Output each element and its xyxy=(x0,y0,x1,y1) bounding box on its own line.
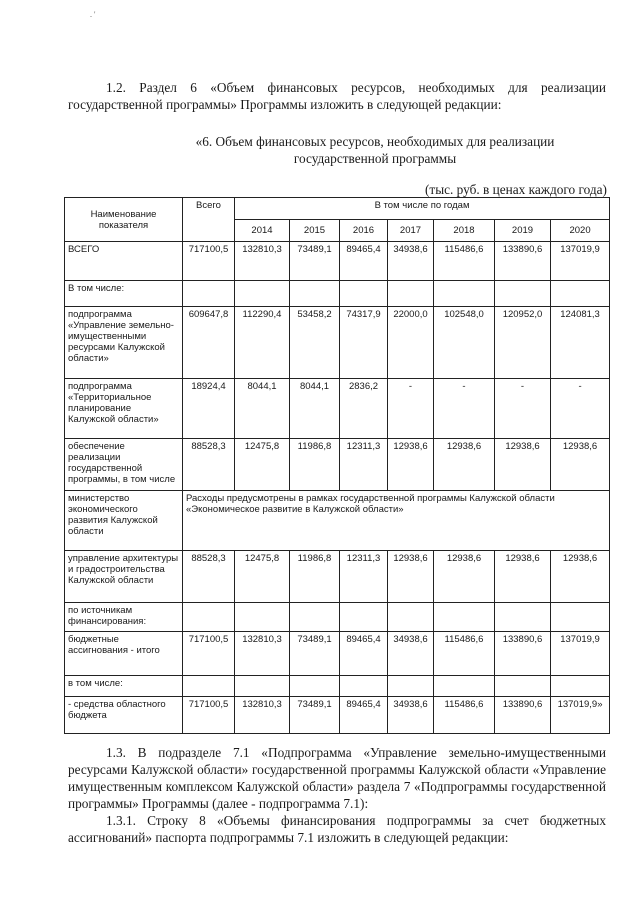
row-year-value: 132810,3 xyxy=(235,242,290,281)
section-heading xyxy=(130,133,620,167)
heading-line-2: государственной программы xyxy=(293,151,457,166)
row-year-value xyxy=(495,676,551,697)
table-row xyxy=(65,242,610,281)
row-year-value: 102548,0 xyxy=(434,307,495,379)
row-year-value xyxy=(290,676,340,697)
row-year-value: 73489,1 xyxy=(290,697,340,734)
row-year-value xyxy=(290,603,340,632)
row-year-value: 133890,6 xyxy=(495,632,551,676)
row-label: бюджетные ассигнования - итого xyxy=(65,632,183,676)
row-year-value: 11986,8 xyxy=(290,439,340,491)
row-year-value: - xyxy=(495,379,551,439)
row-year-value: - xyxy=(388,379,434,439)
row-year-value xyxy=(235,281,290,307)
row-year-value: 22000,0 xyxy=(388,307,434,379)
row-label: министерство экономического развития Калужской области xyxy=(65,491,183,551)
heading-line-1: «6. Объем финансовых ресурсов, необходимых для реализации xyxy=(195,134,555,149)
row-year-value xyxy=(340,603,388,632)
row-year-value: 137019,9» xyxy=(551,697,610,734)
row-total xyxy=(183,281,235,307)
header-year: 2017 xyxy=(388,220,434,242)
row-year-value: 2836,2 xyxy=(340,379,388,439)
row-total xyxy=(183,603,235,632)
row-year-value: 12938,6 xyxy=(495,439,551,491)
row-year-value: 12938,6 xyxy=(434,439,495,491)
row-year-value: 133890,6 xyxy=(495,697,551,734)
row-year-value: 89465,4 xyxy=(340,697,388,734)
row-year-value xyxy=(434,281,495,307)
row-year-value: 115486,6 xyxy=(434,697,495,734)
header-year: 2018 xyxy=(434,220,495,242)
row-year-value: 73489,1 xyxy=(290,632,340,676)
row-label: по источникам финансирования: xyxy=(65,603,183,632)
row-label: В том числе: xyxy=(65,281,183,307)
row-year-value: 12938,6 xyxy=(434,551,495,603)
table-row xyxy=(65,551,610,603)
row-year-value: 132810,3 xyxy=(235,632,290,676)
row-year-value: 115486,6 xyxy=(434,242,495,281)
header-year: 2016 xyxy=(340,220,388,242)
table-row xyxy=(65,491,610,551)
row-year-value xyxy=(340,281,388,307)
row-year-value: 12938,6 xyxy=(388,551,434,603)
header-year: 2014 xyxy=(235,220,290,242)
row-year-value xyxy=(551,603,610,632)
table-row xyxy=(65,281,610,307)
row-year-value: 115486,6 xyxy=(434,632,495,676)
row-year-value xyxy=(340,676,388,697)
row-year-value xyxy=(434,676,495,697)
row-year-value: 34938,6 xyxy=(388,242,434,281)
paragraph-1-3-1: 1.3.1. Строку 8 «Объемы финансирования подпрограммы за счет бюджетных ассигнований» паспорта подпрограммы 7.1 изложить в следующей редакции: xyxy=(68,813,606,845)
row-label: обеспечение реализации государственной программы, в том числе xyxy=(65,439,183,491)
row-year-value: 137019,9 xyxy=(551,632,610,676)
row-year-value: 132810,3 xyxy=(235,697,290,734)
row-year-value: 120952,0 xyxy=(495,307,551,379)
row-year-value xyxy=(551,281,610,307)
row-total xyxy=(183,676,235,697)
row-year-value: 8044,1 xyxy=(235,379,290,439)
row-year-value: 53458,2 xyxy=(290,307,340,379)
table-row xyxy=(65,632,610,676)
units-note: (тыс. руб. в ценах каждого года) xyxy=(424,182,607,197)
row-year-value: 12938,6 xyxy=(551,439,610,491)
row-label: подпрограмма «Управление земельно-имущественными ресурсами Калужской области» xyxy=(65,307,183,379)
row-year-value: 112290,4 xyxy=(235,307,290,379)
row-year-value: 12938,6 xyxy=(551,551,610,603)
header-name: Наименование показателя xyxy=(65,198,183,242)
header-year: 2019 xyxy=(495,220,551,242)
row-year-value: 8044,1 xyxy=(290,379,340,439)
header-by-years: В том числе по годам xyxy=(235,198,610,220)
table-header-row xyxy=(65,198,610,220)
row-year-value xyxy=(551,676,610,697)
row-total: 88528,3 xyxy=(183,439,235,491)
row-year-value: 89465,4 xyxy=(340,632,388,676)
scan-artifact-mark: . ' xyxy=(90,10,96,19)
table-row xyxy=(65,676,610,697)
row-year-value: 12938,6 xyxy=(495,551,551,603)
row-year-value xyxy=(235,676,290,697)
paragraph-1-2: 1.2. Раздел 6 «Объем финансовых ресурсов, необходимых для реализации государственной программы» Программы изложить в следующей редакции: xyxy=(68,80,606,112)
row-total: 717100,5 xyxy=(183,632,235,676)
header-year: 2020 xyxy=(551,220,610,242)
table-row xyxy=(65,439,610,491)
row-year-value xyxy=(495,281,551,307)
row-year-value: 89465,4 xyxy=(340,242,388,281)
table-row xyxy=(65,603,610,632)
row-year-value: 73489,1 xyxy=(290,242,340,281)
row-year-value: 12938,6 xyxy=(388,439,434,491)
header-year: 2015 xyxy=(290,220,340,242)
row-label: управление архитектуры и градостроительства Калужской области xyxy=(65,551,183,603)
row-year-value: - xyxy=(434,379,495,439)
row-year-value: 11986,8 xyxy=(290,551,340,603)
row-year-value: 34938,6 xyxy=(388,697,434,734)
row-label: - средства областного бюджета xyxy=(65,697,183,734)
row-year-value: 12475,8 xyxy=(235,551,290,603)
row-label: ВСЕГО xyxy=(65,242,183,281)
row-year-value xyxy=(388,676,434,697)
row-year-value xyxy=(388,281,434,307)
row-year-value: - xyxy=(551,379,610,439)
row-label: в том числе: xyxy=(65,676,183,697)
row-year-value: 137019,9 xyxy=(551,242,610,281)
row-year-value: 12311,3 xyxy=(340,551,388,603)
row-year-value xyxy=(290,281,340,307)
row-year-value xyxy=(388,603,434,632)
row-total: 717100,5 xyxy=(183,242,235,281)
row-year-value xyxy=(495,603,551,632)
row-label: подпрограмма «Территориальное планирование Калужской области» xyxy=(65,379,183,439)
row-year-value: 74317,9 xyxy=(340,307,388,379)
row-total: 88528,3 xyxy=(183,551,235,603)
row-year-value: 12311,3 xyxy=(340,439,388,491)
table-row xyxy=(65,379,610,439)
row-year-value xyxy=(434,603,495,632)
row-year-value xyxy=(235,603,290,632)
header-total: Всего xyxy=(183,198,235,242)
table-row xyxy=(65,307,610,379)
budget-table xyxy=(64,197,610,734)
row-total: 717100,5 xyxy=(183,697,235,734)
row-span-text: Расходы предусмотрены в рамках государственной программы Калужской области «Экономическое развитие в Калужской области» xyxy=(183,491,610,551)
row-total: 609647,8 xyxy=(183,307,235,379)
table-row xyxy=(65,697,610,734)
row-year-value: 133890,6 xyxy=(495,242,551,281)
row-total: 18924,4 xyxy=(183,379,235,439)
paragraph-1-3: 1.3. В подразделе 7.1 «Подпрограмма «Управление земельно-имущественными ресурсами Калужской области» государственной программы Калужской области «Управление имущественным комплексом Калужской области» раздела 7 «Подпрограммы государственной программы» Программы (далее - подпрограмма 7.1): xyxy=(68,745,606,811)
row-year-value: 12475,8 xyxy=(235,439,290,491)
row-year-value: 124081,3 xyxy=(551,307,610,379)
row-year-value: 34938,6 xyxy=(388,632,434,676)
